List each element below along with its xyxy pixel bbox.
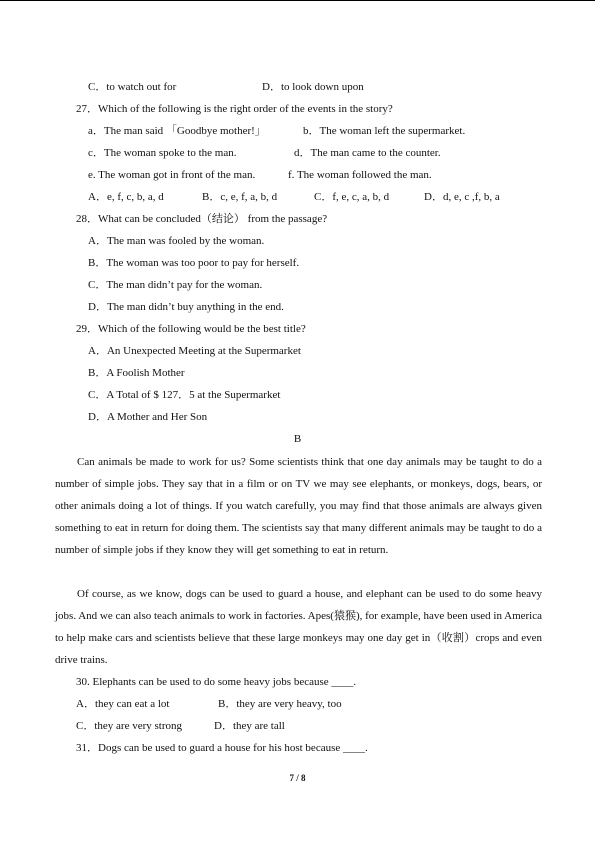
q27-option-c: C．f, e, c, a, b, d <box>314 191 390 203</box>
q29-option-b: B．A Foolish Mother <box>88 367 185 379</box>
q26-option-d: D．to look down upon <box>262 81 364 93</box>
passage-paragraph-1-text: Can animals be made to work for us? Some scientists think that one day animals may be taught to do a number of simple jobs. They say that in a film or on TV we may see elephants, or monkeys, dogs, bears, or other animals doing a lot of things. If you watch carefully, you may find that those animals are always given something to eat in return for doing them. The scientists say that many different animals may be taught to do a number of simple jobs if they know they will get something to eat in return. <box>55 456 542 556</box>
q29-option-d: D．A Mother and Her Son <box>88 411 208 423</box>
q27-event-f: f. The woman followed the man. <box>288 169 432 181</box>
q28-option-b: B．The woman was too poor to pay for herself. <box>88 257 300 269</box>
q30-option-a: A．they can eat a lot <box>76 698 170 710</box>
q28-option-c: C．The man didn’t pay for the woman. <box>88 279 263 291</box>
q27-event-d: d．The man came to the counter. <box>294 147 441 159</box>
q30-option-c: C．they are very strong <box>76 720 182 732</box>
q27-option-a: A．e, f, c, b, a, d <box>88 191 164 203</box>
q27-stem: 27．Which of the following is the right order of the events in the story? <box>76 103 393 115</box>
top-border-line <box>0 0 595 1</box>
passage-paragraph-2-text: Of course, as we know, dogs can be used to guard a house, and elephant can be used to do some heavy jobs. And we can also teach animals to work in factories. Apes(猿猴), for example, have been used in America to help make cars and scientists believe that these large monkeys may one day get in（收割）crops and even drive trains. <box>55 588 542 666</box>
q27-event-b: b．The woman left the supermarket. <box>303 125 466 137</box>
q30-option-d: D．they are tall <box>214 720 285 732</box>
q31-stem: 31．Dogs can be used to guard a house for his host because ____. <box>76 742 368 754</box>
q27-option-d: D．d, e, c ,f, b, a <box>424 191 500 203</box>
q27-event-a: a．The man said 「Goodbye mother!」 <box>88 125 266 137</box>
page-number: 7 / 8 <box>289 773 306 783</box>
q29-option-a: A．An Unexpected Meeting at the Supermarket <box>88 345 301 357</box>
q30-option-b: B．they are very heavy, too <box>218 698 342 710</box>
q29-stem: 29．Which of the following would be the best title? <box>76 323 306 335</box>
q27-option-b: B．c, e, f, a, b, d <box>202 191 278 203</box>
q28-stem: 28．What can be concluded（结论） from the passage? <box>76 213 328 225</box>
q27-event-e: e. The woman got in front of the man. <box>88 169 256 181</box>
q28-option-d: D．The man didn’t buy anything in the end. <box>88 301 284 313</box>
q27-event-c: c．The woman spoke to the man. <box>88 147 237 159</box>
q30-stem: 30. Elephants can be used to do some heavy jobs because ____. <box>76 676 357 688</box>
q28-option-a: A．The man was fooled by the woman. <box>88 235 265 247</box>
q29-option-c: C．A Total of $ 127．5 at the Supermarket <box>88 389 281 401</box>
passage-paragraph-2 <box>55 583 542 671</box>
q26-option-c: C．to watch out for <box>88 81 177 93</box>
passage-paragraph-1 <box>55 451 542 561</box>
section-b-heading: B <box>293 433 302 445</box>
